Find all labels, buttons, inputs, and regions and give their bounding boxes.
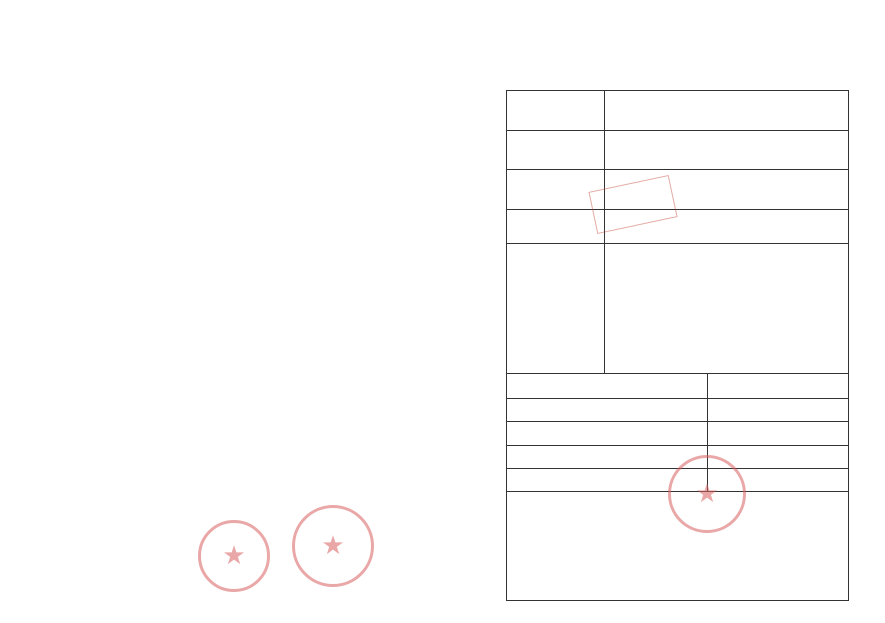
customs-seal-right: ★	[668, 455, 746, 533]
customs-seal-center: ★	[292, 505, 374, 587]
customs-seal-left: ★	[198, 520, 270, 592]
registration-table	[506, 90, 849, 601]
